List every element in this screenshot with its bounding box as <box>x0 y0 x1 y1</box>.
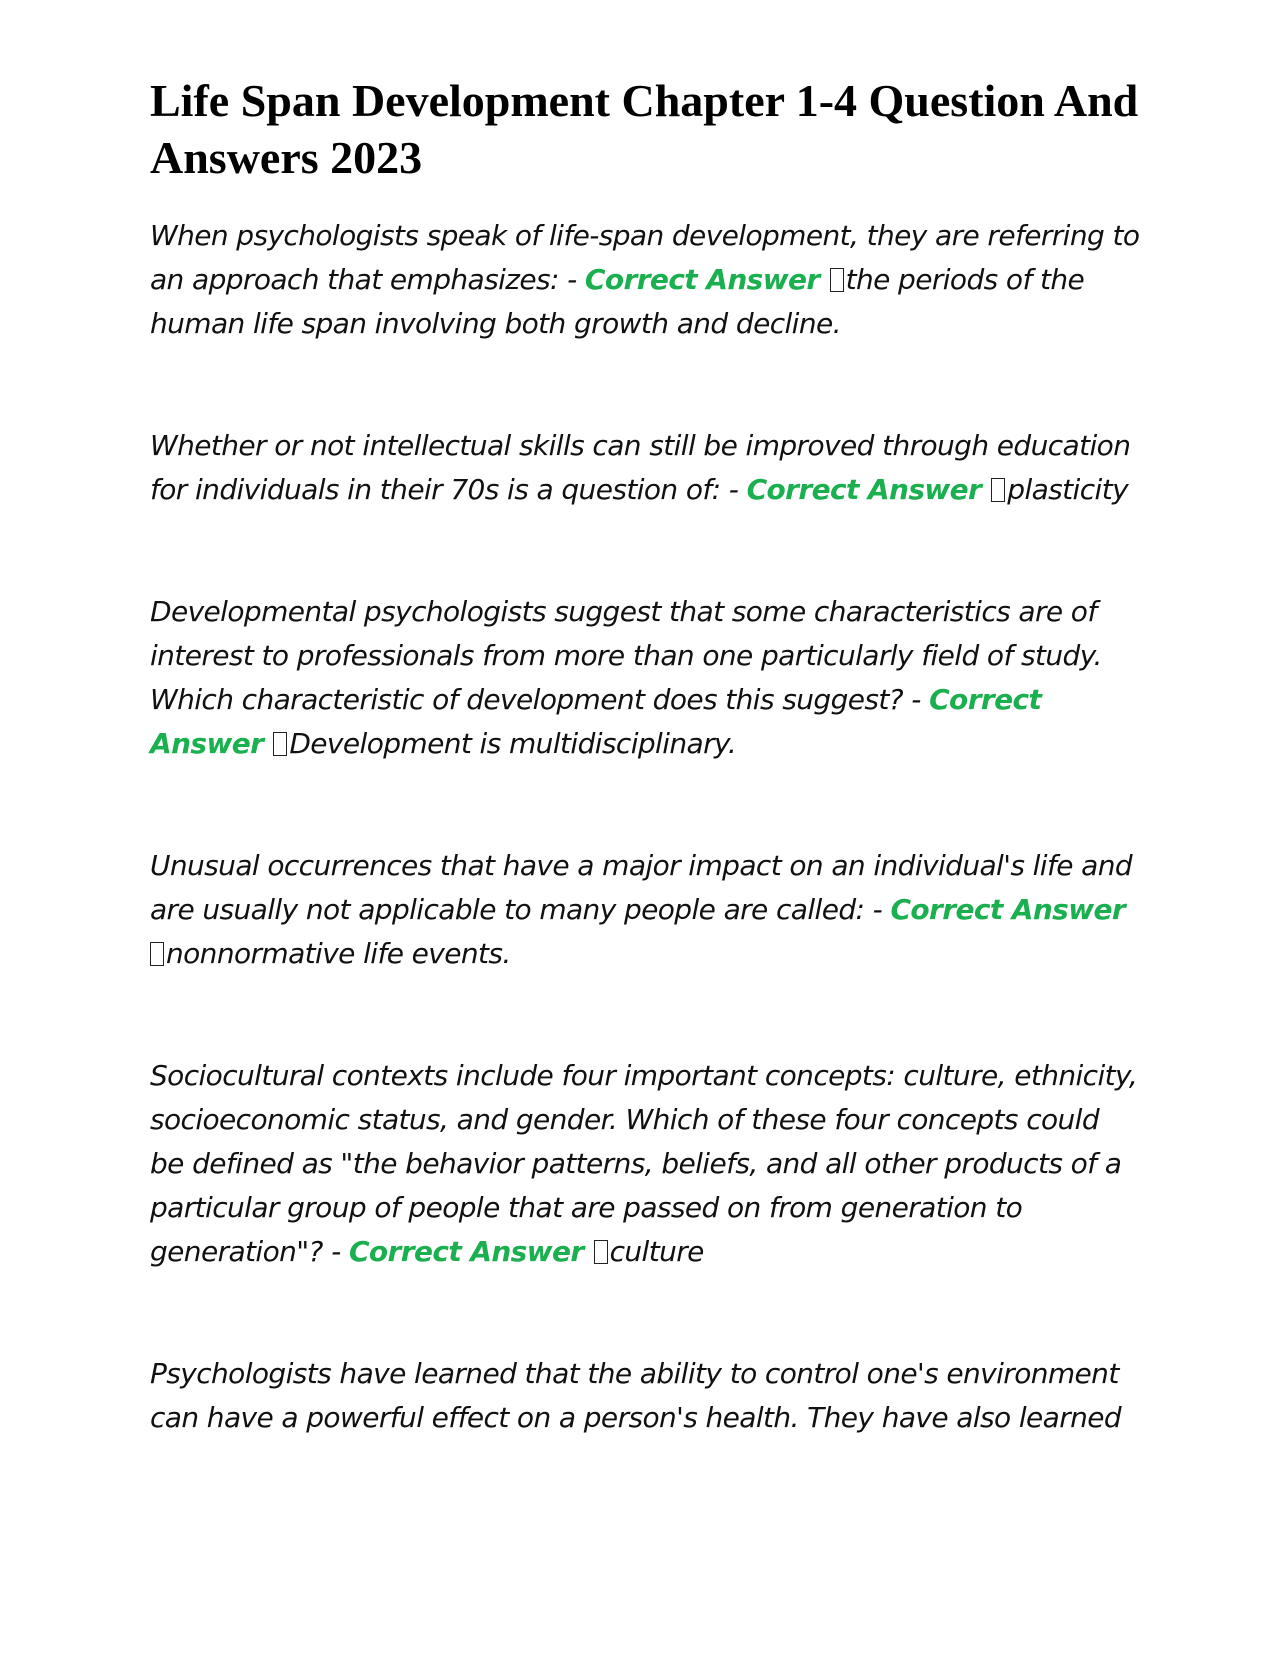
question-text: Unusual occurrences that have a major impact on an individual's life and are usually not applicable to many people are called: - <box>150 849 1133 926</box>
correct-answer-label: Correct Answer <box>746 473 982 506</box>
question-text: Whether or not intellectual skills can still be improved through education for individuals in their 70s is a question of: - <box>150 429 1131 506</box>
question-text: Developmental psychologists suggest that some characteristics are of interest to professionals from more than one particularly field of study. Which characteristic of development does this suggest? - <box>150 595 1102 716</box>
question-text: Sociocultural contexts include four important concepts: culture, ethnicity, socioeconomic status, and gender. Which of these four concepts could be defined as "the behavior patterns, beliefs, and all other products of a particular group of people that are passed on from generation to generation"? - <box>150 1059 1138 1268</box>
answer-text: Development is multidisciplinary. <box>289 727 737 760</box>
answer-text: plasticity <box>1007 473 1129 506</box>
missing-glyph-icon <box>594 1240 608 1264</box>
missing-glyph-icon <box>273 732 287 756</box>
qa-item <box>150 1054 1140 1274</box>
correct-answer-label: Correct Answer <box>584 263 820 296</box>
question-text: Psychologists have learned that the ability to control one's environment can have a powerful effect on a person's health. They have also learned <box>150 1357 1122 1434</box>
missing-glyph-icon <box>150 942 164 966</box>
document-page <box>150 72 1140 1518</box>
question-text: When psychologists speak of life-span development, they are referring to an approach that emphasizes: - <box>150 219 1140 296</box>
qa-item <box>150 844 1140 976</box>
qa-item <box>150 424 1140 512</box>
missing-glyph-icon <box>830 268 844 292</box>
qa-item <box>150 590 1140 766</box>
missing-glyph-icon <box>991 478 1005 502</box>
correct-answer-label: Correct Answer <box>150 683 1042 760</box>
answer-text: the periods of the human life span involving both growth and decline. <box>150 263 1085 340</box>
answer-text: culture <box>609 1235 704 1268</box>
correct-answer-label: Correct Answer <box>890 893 1126 926</box>
answer-text: nonnormative life events. <box>166 937 511 970</box>
qa-item <box>150 214 1140 346</box>
correct-answer-label: Correct Answer <box>348 1235 584 1268</box>
qa-item <box>150 1352 1140 1440</box>
document-title: Life Span Development Chapter 1-4 Question And Answers 2023 <box>150 75 1139 183</box>
